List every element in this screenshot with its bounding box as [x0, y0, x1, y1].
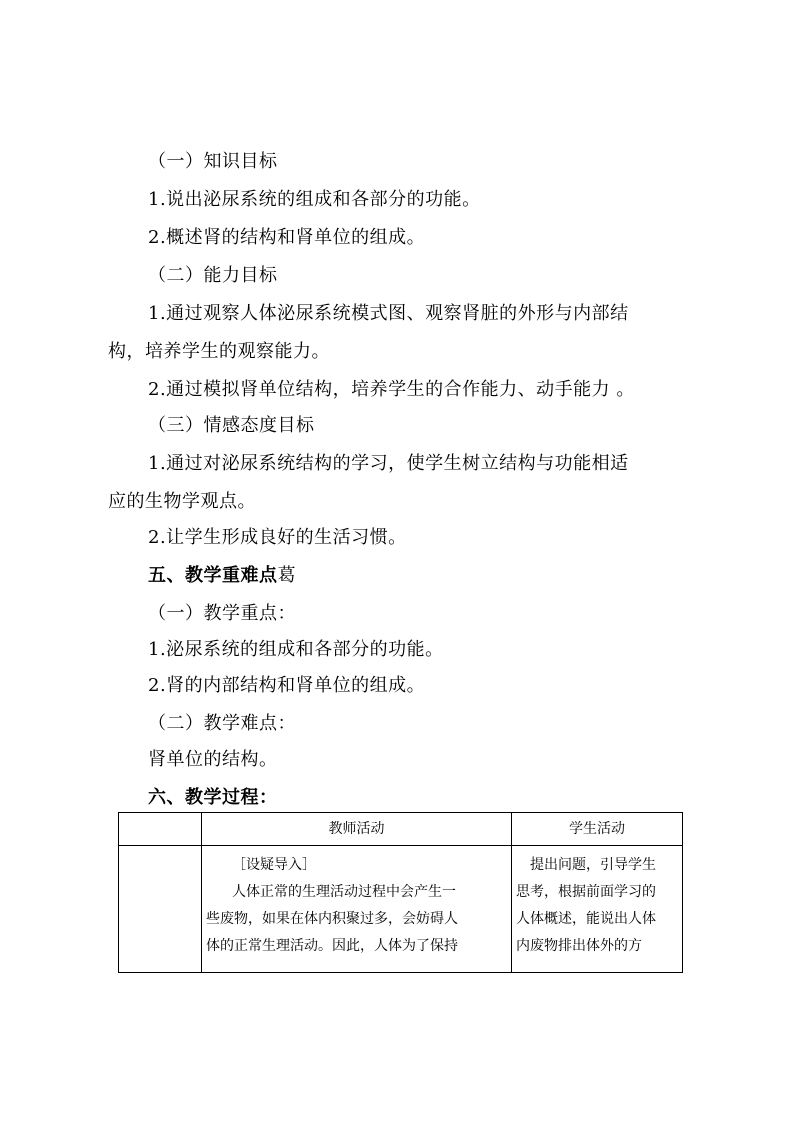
- student-activity-line-1: 提出问题，引导学生: [530, 857, 656, 873]
- table-header-student: 学生活动: [512, 813, 683, 846]
- focus-item-1: 1.泌尿系统的组成和各部分的功能。: [148, 639, 444, 660]
- teacher-activity-line-3: 体的正常生理活动。因此，人体为了保持: [206, 938, 458, 954]
- emotion-goal-heading: （三）情感态度目标: [148, 415, 315, 436]
- ability-goal-item-2: 2.通过模拟肾单位结构，培养学生的合作能力、动手能力 。: [148, 379, 635, 400]
- student-activity-line-4: 内废物排出体外的方: [516, 938, 642, 954]
- table-header-row: [119, 813, 683, 846]
- process-heading: 六、教学过程：: [148, 787, 278, 808]
- teacher-activity-tag: ［设疑导入］: [232, 857, 316, 873]
- difficulty-heading: （二）教学难点：: [148, 713, 296, 734]
- ability-goal-item-1-line-2: 构，培养学生的观察能力。: [108, 341, 330, 362]
- ability-goal-heading: （二）能力目标: [148, 265, 278, 286]
- table-header-cell-blank: [119, 813, 202, 846]
- emotion-goal-item-1-line-2: 应的生物学观点。: [108, 491, 256, 512]
- teacher-activity-cell: [202, 846, 512, 973]
- focus-heading: （一）教学重点：: [148, 603, 296, 624]
- teacher-activity-line-1: 人体正常的生理活动过程中会产生一: [232, 884, 456, 900]
- table-cell-blank: [119, 846, 202, 973]
- teacher-activity-line-2: 些废物，如果在体内积聚过多，会妨碍人: [206, 911, 458, 927]
- emotion-goal-item-2: 2.让学生形成良好的生活习惯。: [148, 527, 407, 548]
- difficulty-text: 肾单位的结构。: [148, 749, 278, 770]
- key-points-heading-suffix: 葛: [277, 565, 296, 586]
- key-points-heading: [148, 564, 296, 588]
- student-activity-line-2: 思考，根据前面学习的: [516, 884, 656, 900]
- table-header-teacher: 教师活动: [202, 813, 512, 846]
- student-activity-cell: [512, 846, 683, 973]
- ability-goal-item-1-line-1: 1.通过观察人体泌尿系统模式图、观察肾脏的外形与内部结: [148, 303, 629, 324]
- key-points-heading-text: 五、教学重难点: [148, 565, 278, 586]
- emotion-goal-item-1-line-1: 1.通过对泌尿系统结构的学习，使学生树立结构与功能相适: [148, 453, 629, 474]
- student-activity-line-3: 人体概述，能说出人体: [516, 911, 656, 927]
- knowledge-goal-item-2: 2.概述肾的结构和肾单位的组成。: [148, 227, 426, 248]
- focus-item-2: 2.肾的内部结构和肾单位的组成。: [148, 675, 426, 696]
- teaching-process-table: [118, 812, 683, 973]
- knowledge-goal-heading: （一）知识目标: [148, 151, 278, 172]
- knowledge-goal-item-1: 1.说出泌尿系统的组成和各部分的功能。: [148, 189, 481, 210]
- table-row: [119, 846, 683, 973]
